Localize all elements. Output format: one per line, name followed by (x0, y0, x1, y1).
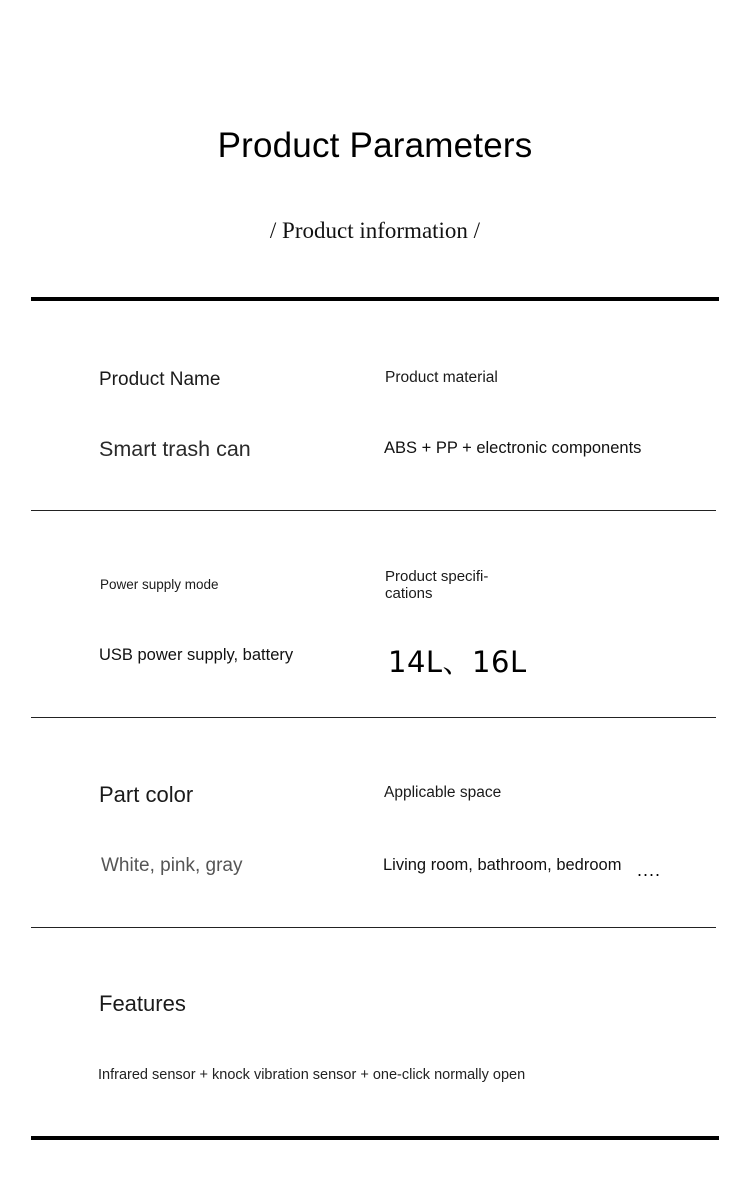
applicable-space-value: Living room, bathroom, bedroom (383, 856, 622, 874)
page-title: Product Parameters (217, 126, 533, 165)
row-divider (31, 927, 716, 928)
product-material-value: ABS + PP + electronic components (384, 439, 642, 457)
part-color-label: Part color (99, 782, 194, 807)
product-name-label: Product Name (99, 369, 221, 390)
part-color-value: White, pink, gray (101, 855, 243, 876)
product-specifications-label: Product specifi-cations (385, 568, 489, 602)
features-value: Infrared sensor + knock vibration sensor + one-click normally open (98, 1067, 526, 1083)
power-supply-value: USB power supply, battery (99, 646, 294, 664)
applicable-space-ellipsis: .... (637, 860, 662, 880)
row-divider (31, 717, 716, 718)
product-name-value: Smart trash can (99, 437, 251, 461)
bottom-divider (31, 1136, 719, 1140)
product-specifications-value: 14L、16L (388, 645, 527, 679)
applicable-space-label: Applicable space (384, 784, 502, 801)
power-supply-label: Power supply mode (100, 577, 219, 592)
page-subtitle: / Product information / (269, 218, 481, 243)
top-divider (31, 297, 719, 301)
row-divider (31, 510, 716, 511)
product-material-label: Product material (385, 369, 498, 386)
features-label: Features (99, 991, 186, 1016)
